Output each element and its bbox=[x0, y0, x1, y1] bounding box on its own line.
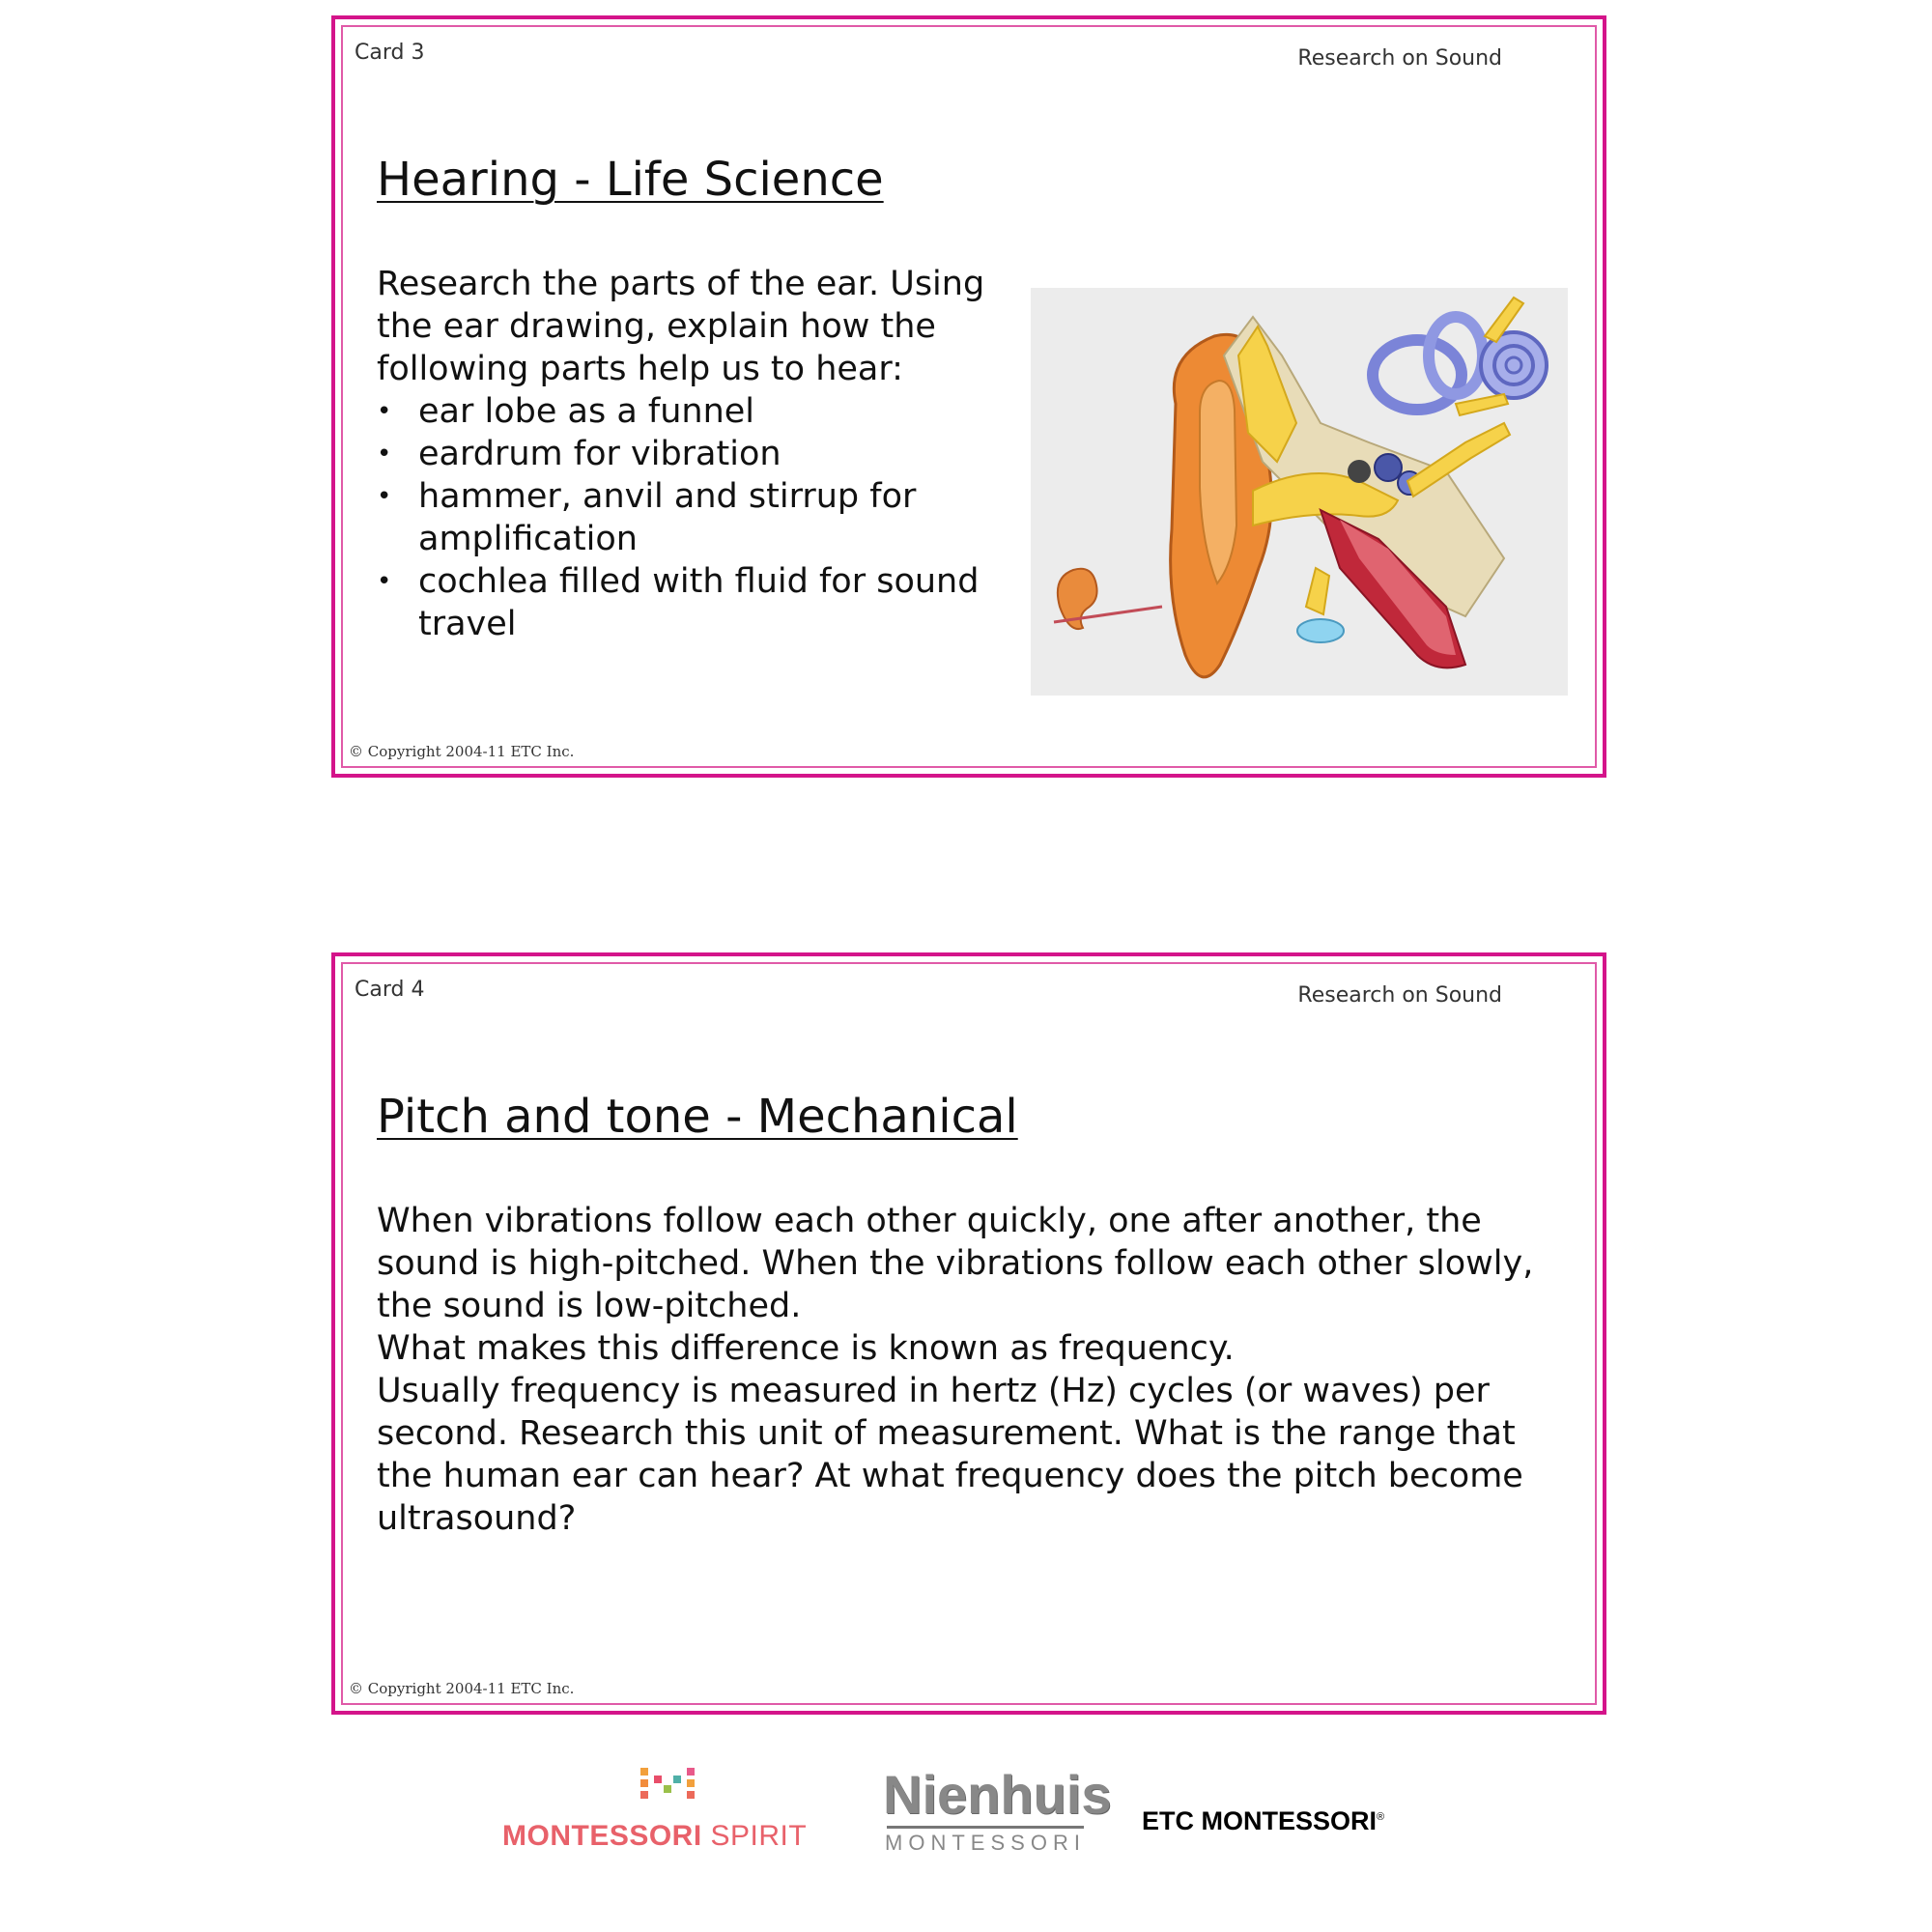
montessori-spirit-mark-icon bbox=[640, 1768, 700, 1806]
list-item: • ear lobe as a funnel bbox=[418, 390, 995, 433]
copyright-notice: © Copyright 2004-11 ETC Inc. bbox=[349, 743, 575, 760]
card-4 bbox=[331, 952, 1606, 1715]
card-topic: Research on Sound bbox=[1297, 46, 1502, 71]
list-item: • cochlea filled with fluid for sound travel bbox=[418, 560, 995, 645]
montessori-spirit-wordmark: MONTESSORI SPIRIT bbox=[502, 1820, 808, 1852]
card-title: Hearing - Life Science bbox=[377, 153, 884, 207]
logo-divider bbox=[887, 1826, 1084, 1829]
nienhuis-subtitle: MONTESSORI bbox=[885, 1831, 1086, 1855]
intro-line: Research the parts of the ear. Using bbox=[377, 265, 985, 303]
eardrum-detail bbox=[1297, 568, 1344, 642]
card-body bbox=[377, 263, 995, 645]
ear-anatomy-illustration bbox=[1031, 288, 1568, 696]
montessori-spirit-logo bbox=[502, 1768, 831, 1864]
bullet-list bbox=[377, 390, 995, 645]
card-body bbox=[377, 1200, 1555, 1540]
card-3 bbox=[331, 15, 1606, 778]
copyright-notice: © Copyright 2004-11 ETC Inc. bbox=[349, 1680, 575, 1697]
nienhuis-montessori-logo bbox=[883, 1764, 1112, 1862]
paragraph: Usually frequency is measured in hertz (Hz) cycles (or waves) per second. Research this unit of measurement. What is the range that the human ear can hear? At what frequency does the pitch become ultrasound? bbox=[377, 1372, 1523, 1538]
nienhuis-wordmark: Nienhuis bbox=[883, 1764, 1112, 1825]
etc-montessori-logo: ETC MONTESSORI® bbox=[1142, 1806, 1385, 1835]
small-ear-icon bbox=[1054, 569, 1162, 629]
list-item: • hammer, anvil and stirrup for amplification bbox=[418, 475, 995, 560]
list-item: • eardrum for vibration bbox=[418, 433, 995, 475]
cochlea-detail bbox=[1373, 298, 1547, 415]
card-topic: Research on Sound bbox=[1297, 983, 1502, 1008]
intro-line: the ear drawing, explain how the bbox=[377, 307, 936, 346]
intro-line: following parts help us to hear: bbox=[377, 350, 903, 388]
paragraph: What makes this difference is known as frequency. bbox=[377, 1329, 1235, 1368]
card-title: Pitch and tone - Mechanical bbox=[377, 1090, 1018, 1144]
card-number: Card 4 bbox=[355, 978, 425, 1002]
paragraph: When vibrations follow each other quickly, one after another, the sound is high-pitched. When the vibrations follow each other slowly, the sound is low-pitched. bbox=[377, 1202, 1534, 1325]
card-number: Card 3 bbox=[355, 41, 425, 65]
